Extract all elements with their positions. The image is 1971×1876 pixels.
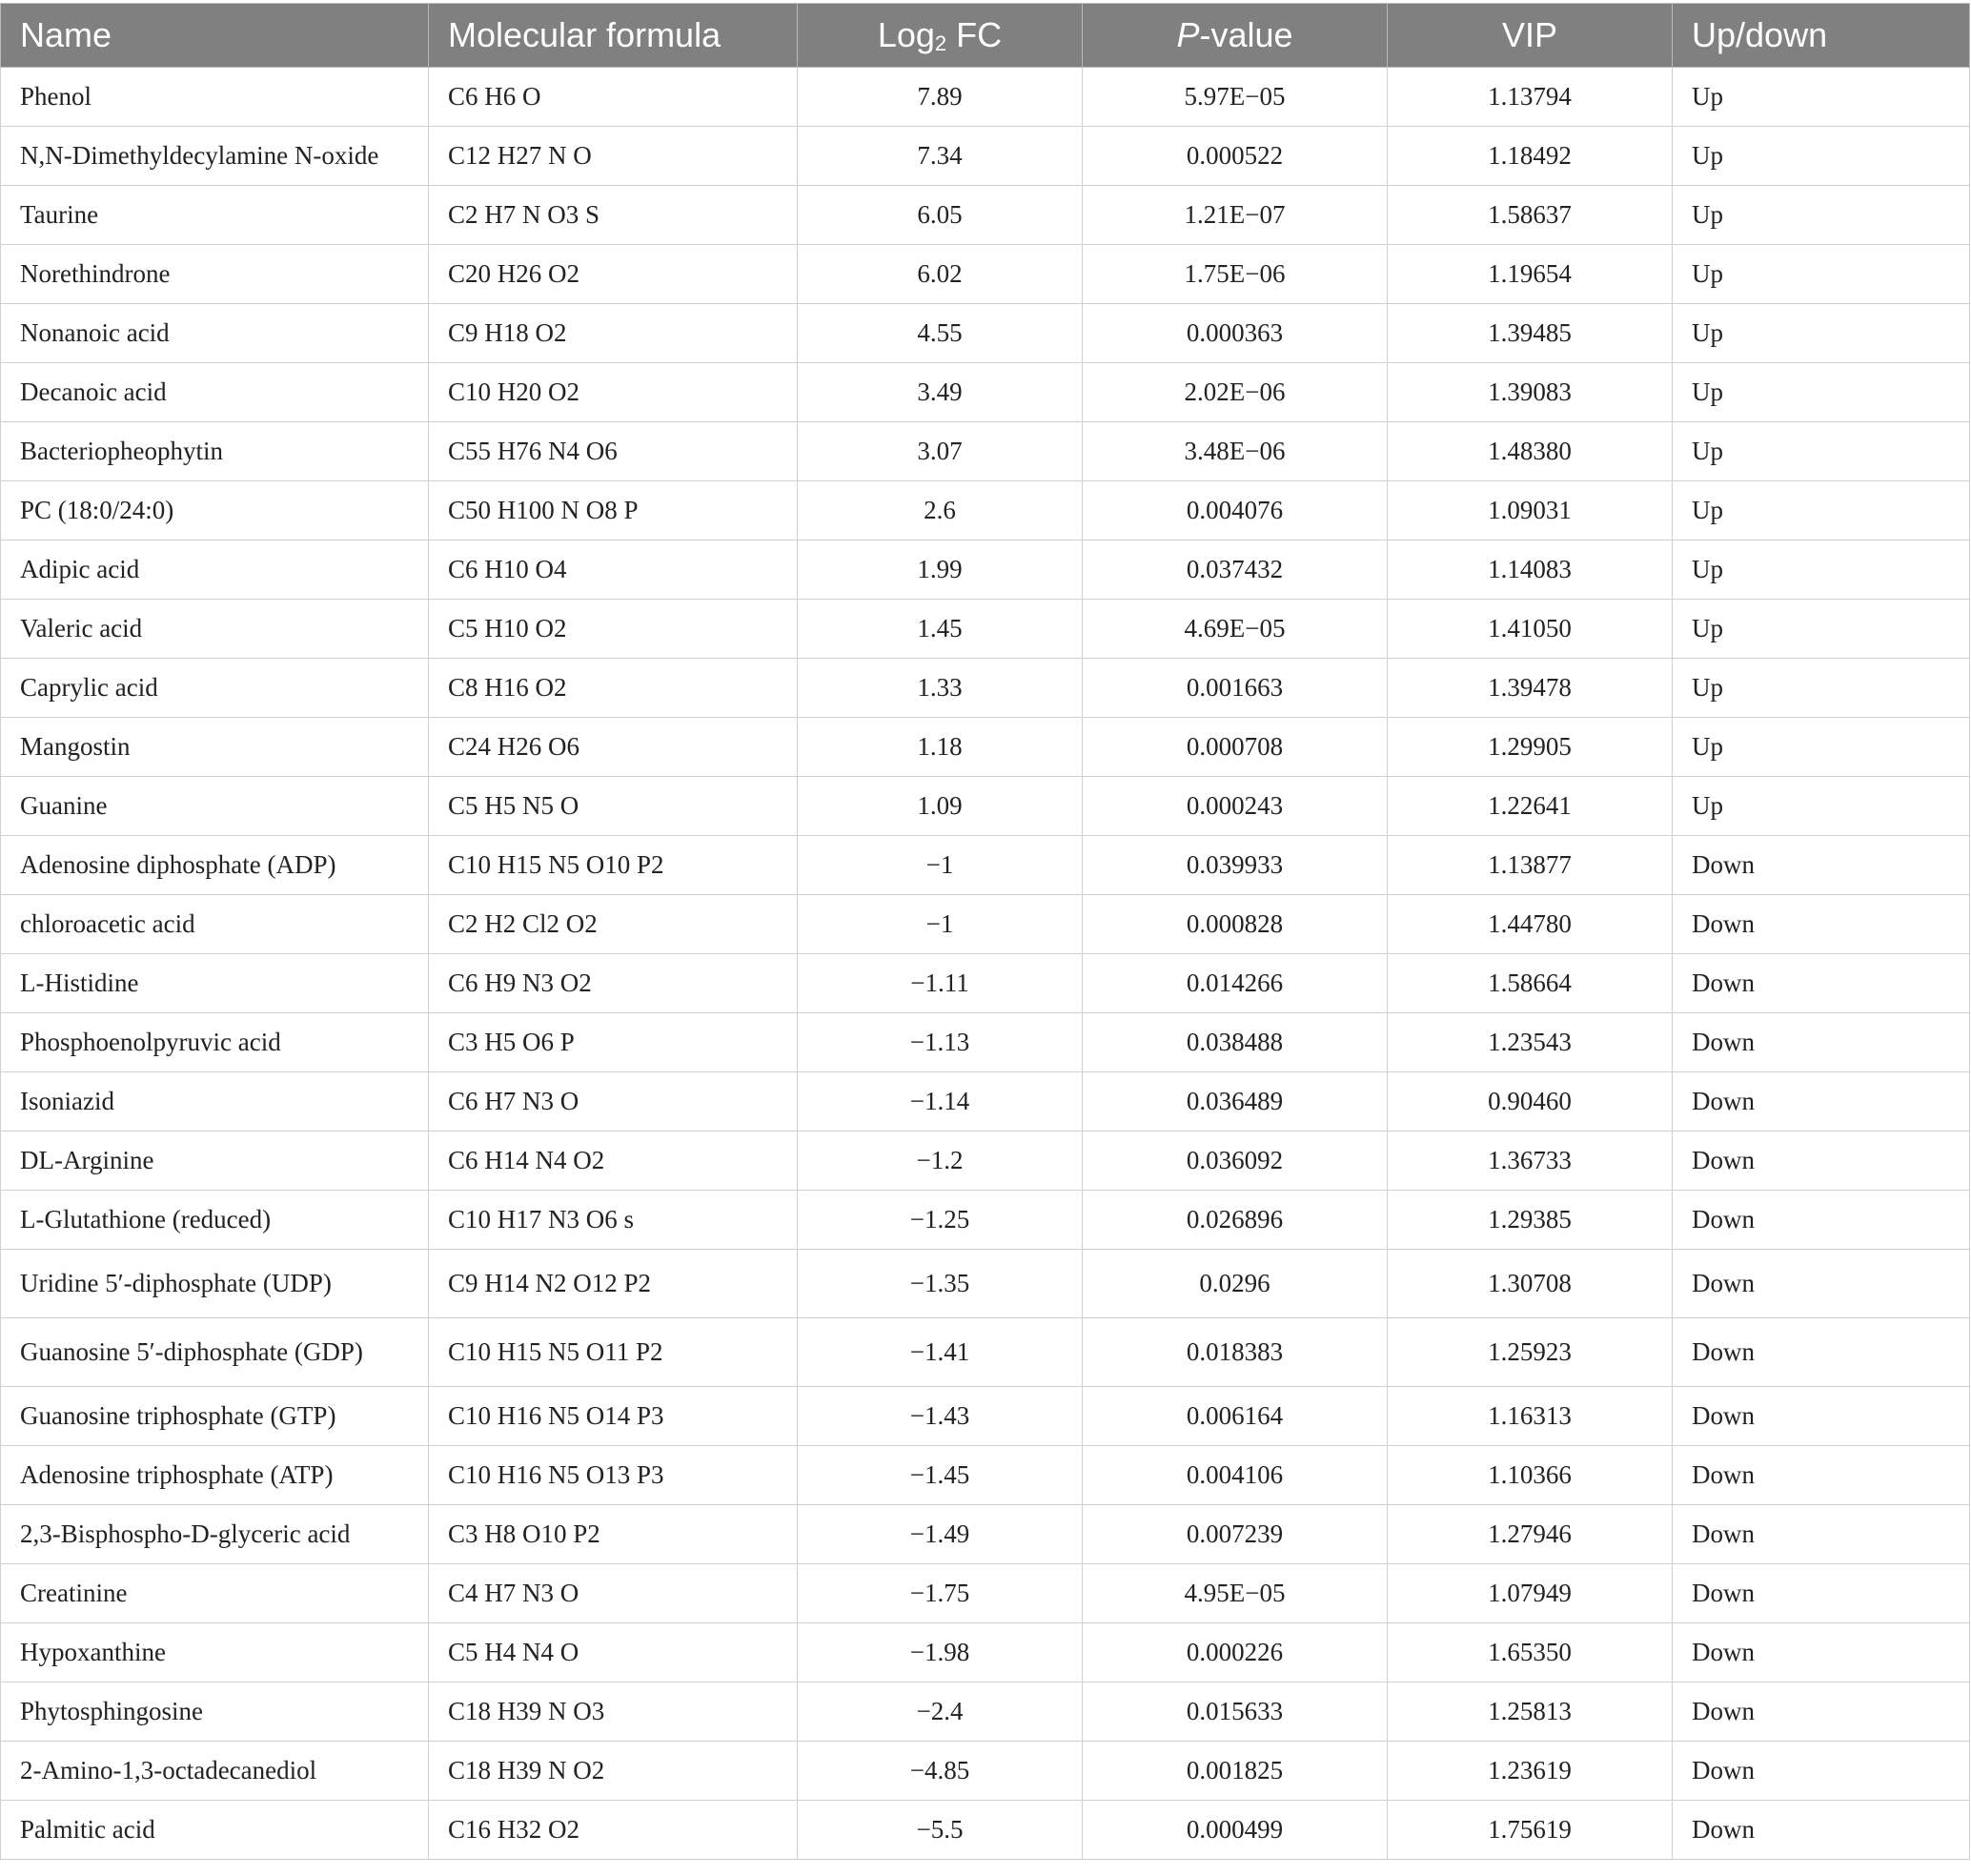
cell-vip: 1.75619 — [1388, 1801, 1673, 1860]
cell-name: Bacteriopheophytin — [1, 422, 429, 481]
cell-molecular-formula: C55 H76 N4 O6 — [429, 422, 798, 481]
cell-molecular-formula: C20 H26 O2 — [429, 245, 798, 304]
cell-vip: 1.13877 — [1388, 836, 1673, 895]
table-row — [1, 540, 1970, 600]
cell-vip: 1.10366 — [1388, 1446, 1673, 1505]
cell-molecular-formula: C6 H6 O — [429, 68, 798, 127]
cell-updown: Down — [1673, 1564, 1970, 1623]
cell-vip: 1.39485 — [1388, 304, 1673, 363]
metabolite-table-container — [0, 3, 1971, 1860]
cell-pvalue: 3.48E−06 — [1083, 422, 1388, 481]
cell-pvalue: 0.007239 — [1083, 1505, 1388, 1564]
cell-molecular-formula: C6 H10 O4 — [429, 540, 798, 600]
cell-molecular-formula: C10 H16 N5 O13 P3 — [429, 1446, 798, 1505]
cell-vip: 1.18492 — [1388, 127, 1673, 186]
cell-name: 2,3-Bisphospho-D-glyceric acid — [1, 1505, 429, 1564]
cell-name: Adipic acid — [1, 540, 429, 600]
table-row — [1, 245, 1970, 304]
cell-name: Phosphoenolpyruvic acid — [1, 1013, 429, 1072]
table-row — [1, 1446, 1970, 1505]
table-row — [1, 1801, 1970, 1860]
cell-vip: 1.36733 — [1388, 1132, 1673, 1191]
cell-pvalue: 4.69E−05 — [1083, 600, 1388, 659]
cell-updown: Down — [1673, 1682, 1970, 1742]
cell-name: 2-Amino-1,3-octadecanediol — [1, 1742, 429, 1801]
cell-updown: Up — [1673, 659, 1970, 718]
cell-vip: 1.48380 — [1388, 422, 1673, 481]
table-row — [1, 659, 1970, 718]
cell-molecular-formula: C2 H7 N O3 S — [429, 186, 798, 245]
cell-log2fc: 3.49 — [798, 363, 1083, 422]
cell-updown: Down — [1673, 1318, 1970, 1387]
cell-molecular-formula: C18 H39 N O3 — [429, 1682, 798, 1742]
cell-molecular-formula: C24 H26 O6 — [429, 718, 798, 777]
cell-name: Creatinine — [1, 1564, 429, 1623]
cell-vip: 1.29385 — [1388, 1191, 1673, 1250]
table-row — [1, 777, 1970, 836]
cell-pvalue: 0.001663 — [1083, 659, 1388, 718]
table-row — [1, 1564, 1970, 1623]
cell-molecular-formula: C5 H4 N4 O — [429, 1623, 798, 1682]
cell-pvalue: 0.026896 — [1083, 1191, 1388, 1250]
cell-pvalue: 0.039933 — [1083, 836, 1388, 895]
cell-molecular-formula: C6 H9 N3 O2 — [429, 954, 798, 1013]
cell-molecular-formula: C10 H20 O2 — [429, 363, 798, 422]
table-row — [1, 1072, 1970, 1132]
cell-updown: Up — [1673, 481, 1970, 540]
table-body — [1, 68, 1970, 1860]
cell-pvalue: 5.97E−05 — [1083, 68, 1388, 127]
cell-pvalue: 4.95E−05 — [1083, 1564, 1388, 1623]
table-row — [1, 1505, 1970, 1564]
cell-pvalue: 0.037432 — [1083, 540, 1388, 600]
cell-molecular-formula: C12 H27 N O — [429, 127, 798, 186]
cell-name: DL-Arginine — [1, 1132, 429, 1191]
cell-log2fc: −1.11 — [798, 954, 1083, 1013]
table-row — [1, 895, 1970, 954]
cell-log2fc: −4.85 — [798, 1742, 1083, 1801]
table-row — [1, 1132, 1970, 1191]
cell-molecular-formula: C2 H2 Cl2 O2 — [429, 895, 798, 954]
header-vip: VIP — [1388, 4, 1673, 68]
cell-vip: 1.09031 — [1388, 481, 1673, 540]
cell-molecular-formula: C6 H14 N4 O2 — [429, 1132, 798, 1191]
cell-log2fc: 4.55 — [798, 304, 1083, 363]
cell-updown: Up — [1673, 422, 1970, 481]
cell-vip: 0.90460 — [1388, 1072, 1673, 1132]
table-row — [1, 422, 1970, 481]
header-log2fc — [798, 4, 1083, 68]
table-row — [1, 1623, 1970, 1682]
cell-updown: Down — [1673, 1072, 1970, 1132]
cell-name: Decanoic acid — [1, 363, 429, 422]
cell-log2fc: 6.05 — [798, 186, 1083, 245]
cell-log2fc: −1.13 — [798, 1013, 1083, 1072]
cell-vip: 1.23619 — [1388, 1742, 1673, 1801]
cell-log2fc: −1.45 — [798, 1446, 1083, 1505]
table-row — [1, 954, 1970, 1013]
cell-updown: Up — [1673, 245, 1970, 304]
cell-molecular-formula: C4 H7 N3 O — [429, 1564, 798, 1623]
table-row — [1, 836, 1970, 895]
cell-updown: Up — [1673, 363, 1970, 422]
cell-vip: 1.25813 — [1388, 1682, 1673, 1742]
cell-log2fc: −1.41 — [798, 1318, 1083, 1387]
cell-log2fc: 1.33 — [798, 659, 1083, 718]
cell-vip: 1.41050 — [1388, 600, 1673, 659]
cell-vip: 1.58664 — [1388, 954, 1673, 1013]
cell-pvalue: 0.000522 — [1083, 127, 1388, 186]
cell-updown: Up — [1673, 600, 1970, 659]
cell-updown: Down — [1673, 1801, 1970, 1860]
cell-updown: Down — [1673, 1387, 1970, 1446]
table-row — [1, 1318, 1970, 1387]
cell-molecular-formula: C10 H15 N5 O11 P2 — [429, 1318, 798, 1387]
cell-log2fc: 6.02 — [798, 245, 1083, 304]
cell-log2fc: 1.09 — [798, 777, 1083, 836]
table-header-row — [1, 4, 1970, 68]
cell-molecular-formula: C9 H18 O2 — [429, 304, 798, 363]
cell-updown: Up — [1673, 540, 1970, 600]
table-row — [1, 68, 1970, 127]
cell-log2fc: −5.5 — [798, 1801, 1083, 1860]
cell-pvalue: 0.000708 — [1083, 718, 1388, 777]
cell-vip: 1.39083 — [1388, 363, 1673, 422]
cell-name: Uridine 5′-diphosphate (UDP) — [1, 1250, 429, 1318]
cell-name: Adenosine diphosphate (ADP) — [1, 836, 429, 895]
cell-vip: 1.16313 — [1388, 1387, 1673, 1446]
table-row — [1, 127, 1970, 186]
table-row — [1, 1013, 1970, 1072]
cell-vip: 1.19654 — [1388, 245, 1673, 304]
table-row — [1, 481, 1970, 540]
cell-molecular-formula: C50 H100 N O8 P — [429, 481, 798, 540]
cell-pvalue: 0.036092 — [1083, 1132, 1388, 1191]
cell-updown: Up — [1673, 68, 1970, 127]
cell-log2fc: 3.07 — [798, 422, 1083, 481]
cell-updown: Down — [1673, 895, 1970, 954]
cell-pvalue: 0.0296 — [1083, 1250, 1388, 1318]
cell-pvalue: 1.21E−07 — [1083, 186, 1388, 245]
cell-pvalue: 0.004076 — [1083, 481, 1388, 540]
cell-updown: Down — [1673, 1742, 1970, 1801]
cell-molecular-formula: C10 H15 N5 O10 P2 — [429, 836, 798, 895]
cell-vip: 1.22641 — [1388, 777, 1673, 836]
header-log2fc-suffix: FC — [946, 14, 1003, 54]
cell-name: Palmitic acid — [1, 1801, 429, 1860]
table-row — [1, 363, 1970, 422]
cell-updown: Down — [1673, 836, 1970, 895]
cell-updown: Down — [1673, 1013, 1970, 1072]
table-row — [1, 1742, 1970, 1801]
header-pvalue — [1083, 4, 1388, 68]
cell-vip: 1.58637 — [1388, 186, 1673, 245]
cell-vip: 1.30708 — [1388, 1250, 1673, 1318]
cell-molecular-formula: C5 H10 O2 — [429, 600, 798, 659]
cell-vip: 1.44780 — [1388, 895, 1673, 954]
cell-log2fc: 7.34 — [798, 127, 1083, 186]
cell-updown: Up — [1673, 777, 1970, 836]
header-log2fc-subscript: 2 — [934, 31, 947, 55]
cell-pvalue: 0.001825 — [1083, 1742, 1388, 1801]
cell-updown: Down — [1673, 1623, 1970, 1682]
cell-log2fc: 7.89 — [798, 68, 1083, 127]
cell-vip: 1.07949 — [1388, 1564, 1673, 1623]
header-log2fc-prefix: Log — [877, 14, 935, 54]
header-pvalue-italic: P — [1176, 15, 1200, 54]
cell-molecular-formula: C18 H39 N O2 — [429, 1742, 798, 1801]
cell-pvalue: 2.02E−06 — [1083, 363, 1388, 422]
cell-molecular-formula: C3 H8 O10 P2 — [429, 1505, 798, 1564]
cell-name: Hypoxanthine — [1, 1623, 429, 1682]
metabolite-table — [0, 3, 1970, 1860]
cell-name: Guanosine triphosphate (GTP) — [1, 1387, 429, 1446]
cell-pvalue: 0.015633 — [1083, 1682, 1388, 1742]
cell-pvalue: 0.038488 — [1083, 1013, 1388, 1072]
cell-log2fc: −1.75 — [798, 1564, 1083, 1623]
cell-vip: 1.14083 — [1388, 540, 1673, 600]
cell-name: Valeric acid — [1, 600, 429, 659]
cell-pvalue: 0.000828 — [1083, 895, 1388, 954]
table-row — [1, 1191, 1970, 1250]
cell-pvalue: 0.036489 — [1083, 1072, 1388, 1132]
table-row — [1, 600, 1970, 659]
cell-vip: 1.65350 — [1388, 1623, 1673, 1682]
cell-pvalue: 0.014266 — [1083, 954, 1388, 1013]
header-molecular-formula: Molecular formula — [429, 4, 798, 68]
cell-updown: Up — [1673, 718, 1970, 777]
cell-vip: 1.23543 — [1388, 1013, 1673, 1072]
table-row — [1, 186, 1970, 245]
cell-name: L-Glutathione (reduced) — [1, 1191, 429, 1250]
cell-name: N,N-Dimethyldecylamine N-oxide — [1, 127, 429, 186]
cell-log2fc: −1.49 — [798, 1505, 1083, 1564]
cell-name: Adenosine triphosphate (ATP) — [1, 1446, 429, 1505]
cell-pvalue: 0.000363 — [1083, 304, 1388, 363]
cell-vip: 1.29905 — [1388, 718, 1673, 777]
cell-pvalue: 0.000499 — [1083, 1801, 1388, 1860]
cell-log2fc: 2.6 — [798, 481, 1083, 540]
cell-vip: 1.25923 — [1388, 1318, 1673, 1387]
cell-pvalue: 0.006164 — [1083, 1387, 1388, 1446]
cell-molecular-formula: C16 H32 O2 — [429, 1801, 798, 1860]
cell-log2fc: −1.14 — [798, 1072, 1083, 1132]
cell-vip: 1.13794 — [1388, 68, 1673, 127]
cell-molecular-formula: C6 H7 N3 O — [429, 1072, 798, 1132]
cell-log2fc: −1.25 — [798, 1191, 1083, 1250]
cell-molecular-formula: C9 H14 N2 O12 P2 — [429, 1250, 798, 1318]
cell-pvalue: 0.000226 — [1083, 1623, 1388, 1682]
header-pvalue-suffix: -value — [1199, 15, 1293, 54]
cell-log2fc: −1.35 — [798, 1250, 1083, 1318]
cell-name: Phytosphingosine — [1, 1682, 429, 1742]
cell-molecular-formula: C8 H16 O2 — [429, 659, 798, 718]
cell-name: L-Histidine — [1, 954, 429, 1013]
cell-pvalue: 0.000243 — [1083, 777, 1388, 836]
cell-updown: Up — [1673, 127, 1970, 186]
cell-molecular-formula: C5 H5 N5 O — [429, 777, 798, 836]
cell-pvalue: 0.018383 — [1083, 1318, 1388, 1387]
cell-log2fc: −1.43 — [798, 1387, 1083, 1446]
cell-name: Isoniazid — [1, 1072, 429, 1132]
header-updown: Up/down — [1673, 4, 1970, 68]
cell-name: chloroacetic acid — [1, 895, 429, 954]
cell-name: Guanosine 5′-diphosphate (GDP) — [1, 1318, 429, 1387]
cell-log2fc: 1.99 — [798, 540, 1083, 600]
cell-log2fc: −1.98 — [798, 1623, 1083, 1682]
cell-log2fc: −1.2 — [798, 1132, 1083, 1191]
cell-molecular-formula: C10 H17 N3 O6 s — [429, 1191, 798, 1250]
cell-vip: 1.39478 — [1388, 659, 1673, 718]
cell-name: Phenol — [1, 68, 429, 127]
cell-updown: Down — [1673, 1191, 1970, 1250]
cell-name: Guanine — [1, 777, 429, 836]
cell-updown: Down — [1673, 954, 1970, 1013]
cell-name: Taurine — [1, 186, 429, 245]
cell-updown: Up — [1673, 304, 1970, 363]
cell-updown: Down — [1673, 1132, 1970, 1191]
header-name: Name — [1, 4, 429, 68]
table-row — [1, 1250, 1970, 1318]
cell-name: PC (18:0/24:0) — [1, 481, 429, 540]
cell-updown: Down — [1673, 1505, 1970, 1564]
table-row — [1, 1387, 1970, 1446]
cell-molecular-formula: C10 H16 N5 O14 P3 — [429, 1387, 798, 1446]
cell-pvalue: 1.75E−06 — [1083, 245, 1388, 304]
cell-updown: Down — [1673, 1446, 1970, 1505]
table-row — [1, 718, 1970, 777]
cell-log2fc: 1.18 — [798, 718, 1083, 777]
cell-log2fc: −1 — [798, 836, 1083, 895]
cell-name: Caprylic acid — [1, 659, 429, 718]
cell-name: Nonanoic acid — [1, 304, 429, 363]
table-row — [1, 304, 1970, 363]
cell-vip: 1.27946 — [1388, 1505, 1673, 1564]
cell-updown: Down — [1673, 1250, 1970, 1318]
cell-pvalue: 0.004106 — [1083, 1446, 1388, 1505]
cell-log2fc: −1 — [798, 895, 1083, 954]
cell-name: Norethindrone — [1, 245, 429, 304]
cell-log2fc: −2.4 — [798, 1682, 1083, 1742]
cell-molecular-formula: C3 H5 O6 P — [429, 1013, 798, 1072]
table-row — [1, 1682, 1970, 1742]
cell-updown: Up — [1673, 186, 1970, 245]
cell-name: Mangostin — [1, 718, 429, 777]
cell-log2fc: 1.45 — [798, 600, 1083, 659]
